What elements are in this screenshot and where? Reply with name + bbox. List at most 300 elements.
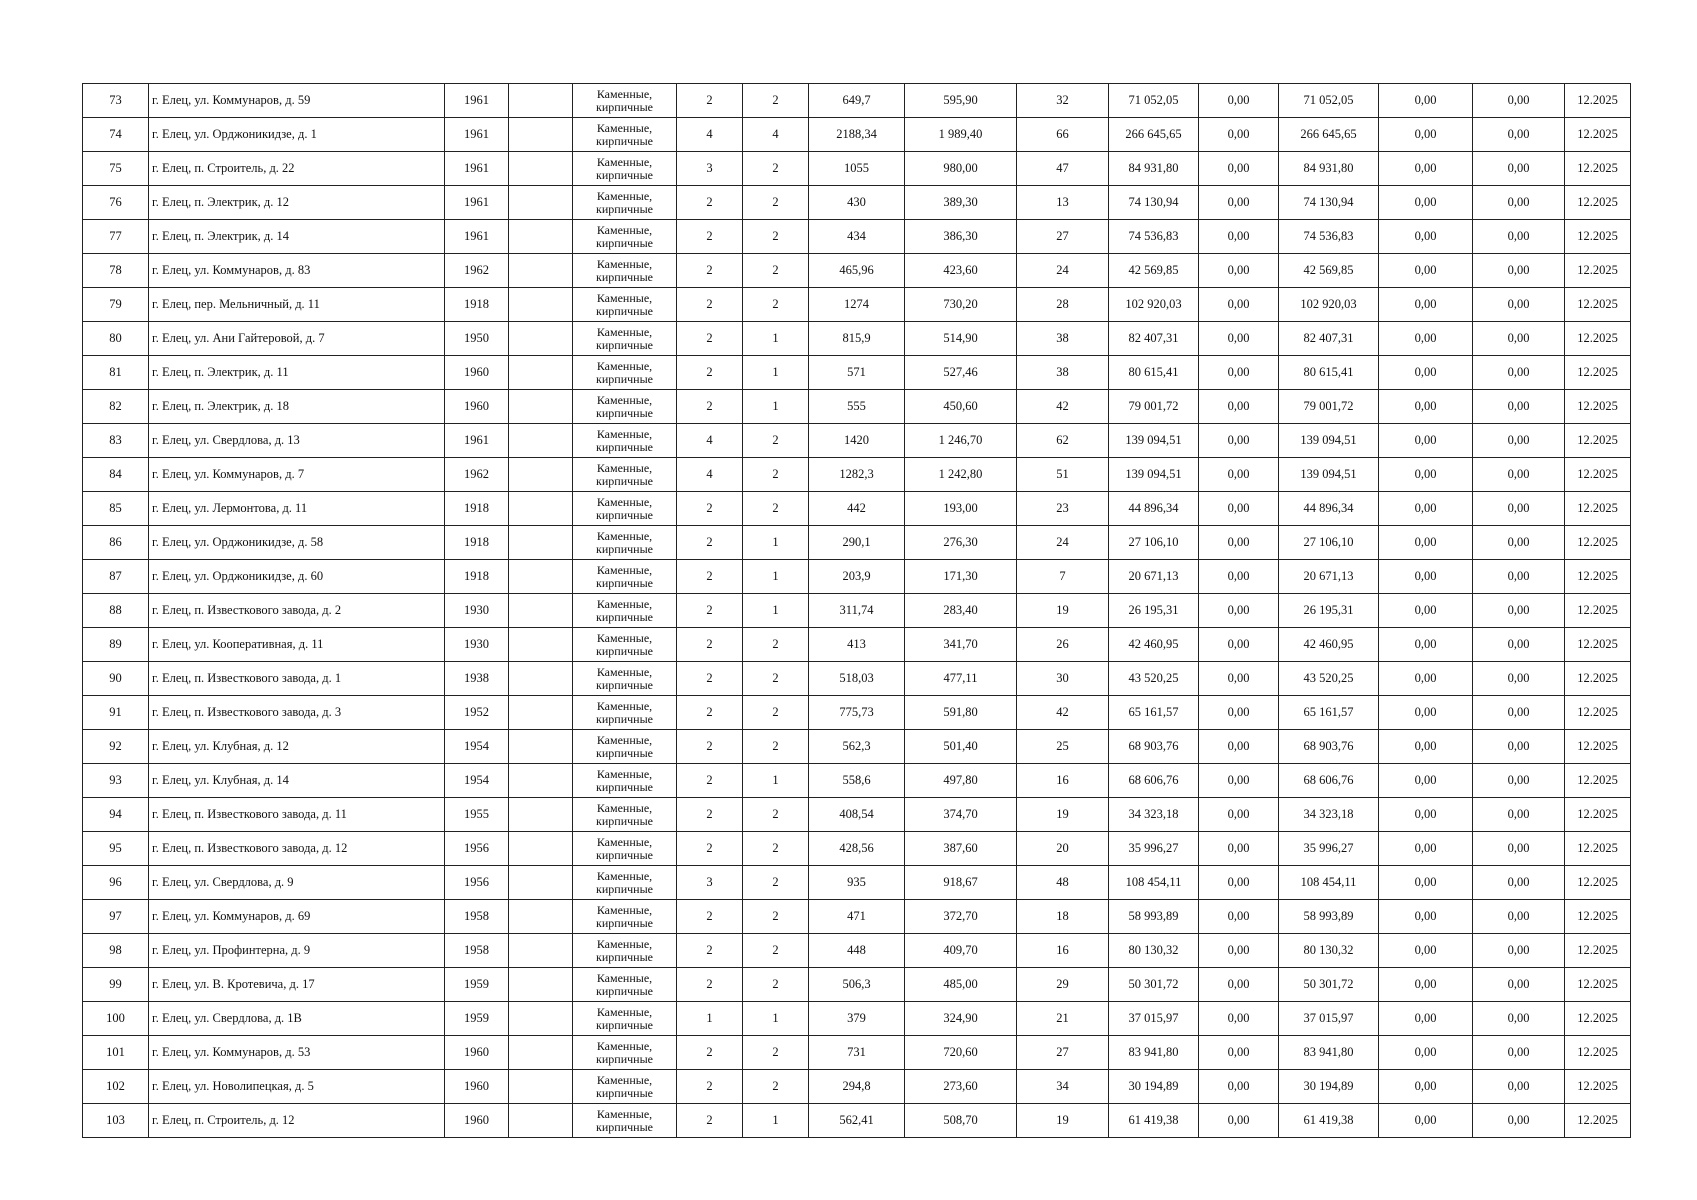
- cost-cell: 26 195,31: [1279, 594, 1379, 628]
- residents-cell: 20: [1017, 832, 1109, 866]
- row-number-cell: 94: [83, 798, 149, 832]
- wall-material-text: кирпичные: [596, 269, 653, 284]
- cost-cell: 0,00: [1199, 84, 1279, 118]
- residents-cell: 13: [1017, 186, 1109, 220]
- cost-cell: 27 106,10: [1279, 526, 1379, 560]
- deadline-cell: 12.2025: [1565, 458, 1631, 492]
- table-row: [83, 254, 1631, 288]
- wall-material-cell: [573, 84, 677, 118]
- deadline-cell: 12.2025: [1565, 220, 1631, 254]
- cost-cell: 0,00: [1199, 288, 1279, 322]
- year-built-cell: 1961: [445, 424, 509, 458]
- cost-cell: 0,00: [1473, 1104, 1565, 1138]
- wall-material-text: кирпичные: [596, 983, 653, 998]
- empty-cell: [509, 628, 573, 662]
- total-area-cell: 413: [809, 628, 905, 662]
- year-built-cell: 1954: [445, 730, 509, 764]
- deadline-cell: 12.2025: [1565, 84, 1631, 118]
- row-number-cell: 85: [83, 492, 149, 526]
- cost-cell: 44 896,34: [1279, 492, 1379, 526]
- cost-cell: 0,00: [1199, 730, 1279, 764]
- wall-material-text: Каменные,: [596, 460, 653, 475]
- wall-material-text: Каменные,: [596, 188, 653, 203]
- cost-cell: 0,00: [1379, 254, 1473, 288]
- residents-cell: 26: [1017, 628, 1109, 662]
- wall-material-text: кирпичные: [596, 371, 653, 386]
- cost-cell: 0,00: [1379, 424, 1473, 458]
- total-area-cell: 471: [809, 900, 905, 934]
- address-cell: г. Елец, ул. Новолипецкая, д. 5: [149, 1070, 445, 1104]
- table-row: [83, 832, 1631, 866]
- entrances-cell: 2: [743, 424, 809, 458]
- table-row: [83, 662, 1631, 696]
- total-cost-cell: 42 569,85: [1109, 254, 1199, 288]
- wall-material-text: кирпичные: [596, 99, 653, 114]
- living-area-cell: 171,30: [905, 560, 1017, 594]
- entrances-cell: 1: [743, 526, 809, 560]
- total-area-cell: 379: [809, 1002, 905, 1036]
- address-cell: г. Елец, п. Известкового завода, д. 3: [149, 696, 445, 730]
- address-cell: г. Елец, ул. Свердлова, д. 9: [149, 866, 445, 900]
- table-row: [83, 594, 1631, 628]
- year-built-cell: 1955: [445, 798, 509, 832]
- wall-material-text: кирпичные: [596, 813, 653, 828]
- year-built-cell: 1958: [445, 900, 509, 934]
- cost-cell: 0,00: [1473, 356, 1565, 390]
- living-area-cell: 980,00: [905, 152, 1017, 186]
- total-area-cell: 571: [809, 356, 905, 390]
- year-built-cell: 1962: [445, 458, 509, 492]
- wall-material-text: Каменные,: [596, 426, 653, 441]
- year-built-cell: 1961: [445, 152, 509, 186]
- cost-cell: 0,00: [1473, 696, 1565, 730]
- year-built-cell: 1918: [445, 560, 509, 594]
- empty-cell: [509, 1070, 573, 1104]
- cost-cell: 0,00: [1199, 968, 1279, 1002]
- row-number-cell: 93: [83, 764, 149, 798]
- cost-cell: 0,00: [1379, 934, 1473, 968]
- floors-cell: 4: [677, 424, 743, 458]
- row-number-cell: 89: [83, 628, 149, 662]
- cost-cell: 0,00: [1199, 560, 1279, 594]
- floors-cell: 2: [677, 968, 743, 1002]
- wall-material-cell: [573, 458, 677, 492]
- wall-material-cell: [573, 628, 677, 662]
- wall-material-text: Каменные,: [596, 494, 653, 509]
- deadline-cell: 12.2025: [1565, 356, 1631, 390]
- empty-cell: [509, 288, 573, 322]
- deadline-cell: 12.2025: [1565, 390, 1631, 424]
- cost-cell: 0,00: [1199, 118, 1279, 152]
- year-built-cell: 1961: [445, 220, 509, 254]
- living-area-cell: 527,46: [905, 356, 1017, 390]
- wall-material-text: кирпичные: [596, 1085, 653, 1100]
- wall-material-cell: [573, 1036, 677, 1070]
- floors-cell: 2: [677, 662, 743, 696]
- total-area-cell: 294,8: [809, 1070, 905, 1104]
- table-row: [83, 968, 1631, 1002]
- total-area-cell: 562,41: [809, 1104, 905, 1138]
- cost-cell: 0,00: [1379, 1002, 1473, 1036]
- wall-material-cell: [573, 900, 677, 934]
- empty-cell: [509, 186, 573, 220]
- residents-cell: 30: [1017, 662, 1109, 696]
- year-built-cell: 1961: [445, 84, 509, 118]
- total-area-cell: 311,74: [809, 594, 905, 628]
- year-built-cell: 1960: [445, 390, 509, 424]
- cost-cell: 0,00: [1379, 832, 1473, 866]
- floors-cell: 2: [677, 220, 743, 254]
- cost-cell: 61 419,38: [1279, 1104, 1379, 1138]
- wall-material-text: Каменные,: [596, 324, 653, 339]
- cost-cell: 0,00: [1199, 492, 1279, 526]
- residents-cell: 24: [1017, 526, 1109, 560]
- floors-cell: 2: [677, 628, 743, 662]
- cost-cell: 108 454,11: [1279, 866, 1379, 900]
- deadline-cell: 12.2025: [1565, 492, 1631, 526]
- address-cell: г. Елец, п. Электрик, д. 12: [149, 186, 445, 220]
- wall-material-cell: [573, 1070, 677, 1104]
- wall-material-cell: [573, 934, 677, 968]
- table-row: [83, 764, 1631, 798]
- row-number-cell: 102: [83, 1070, 149, 1104]
- floors-cell: 2: [677, 186, 743, 220]
- residents-cell: 47: [1017, 152, 1109, 186]
- wall-material-text: Каменные,: [596, 120, 653, 135]
- total-area-cell: 408,54: [809, 798, 905, 832]
- cost-cell: 0,00: [1473, 764, 1565, 798]
- cost-cell: 139 094,51: [1279, 424, 1379, 458]
- entrances-cell: 2: [743, 492, 809, 526]
- cost-cell: 0,00: [1379, 356, 1473, 390]
- deadline-cell: 12.2025: [1565, 254, 1631, 288]
- cost-cell: 0,00: [1473, 798, 1565, 832]
- wall-material-cell: [573, 220, 677, 254]
- wall-material-text: кирпичные: [596, 711, 653, 726]
- empty-cell: [509, 390, 573, 424]
- wall-material-cell: [573, 1002, 677, 1036]
- residents-cell: 16: [1017, 934, 1109, 968]
- cost-cell: 0,00: [1379, 1036, 1473, 1070]
- wall-material-cell: [573, 696, 677, 730]
- cost-cell: 0,00: [1473, 254, 1565, 288]
- floors-cell: 2: [677, 526, 743, 560]
- living-area-cell: 372,70: [905, 900, 1017, 934]
- table-row: [83, 152, 1631, 186]
- document-page: [82, 83, 1631, 1138]
- living-area-cell: 386,30: [905, 220, 1017, 254]
- row-number-cell: 97: [83, 900, 149, 934]
- total-cost-cell: 65 161,57: [1109, 696, 1199, 730]
- table-row: [83, 322, 1631, 356]
- deadline-cell: 12.2025: [1565, 288, 1631, 322]
- address-cell: г. Елец, ул. В. Кротевича, д. 17: [149, 968, 445, 1002]
- wall-material-text: кирпичные: [596, 541, 653, 556]
- address-cell: г. Елец, п. Известкового завода, д. 11: [149, 798, 445, 832]
- total-area-cell: 518,03: [809, 662, 905, 696]
- wall-material-text: Каменные,: [596, 86, 653, 101]
- cost-cell: 74 536,83: [1279, 220, 1379, 254]
- floors-cell: 2: [677, 322, 743, 356]
- cost-cell: 0,00: [1379, 288, 1473, 322]
- cost-cell: 82 407,31: [1279, 322, 1379, 356]
- total-area-cell: 1282,3: [809, 458, 905, 492]
- wall-material-text: Каменные,: [596, 290, 653, 305]
- address-cell: г. Елец, ул. Коммунаров, д. 59: [149, 84, 445, 118]
- cost-cell: 0,00: [1473, 288, 1565, 322]
- residents-cell: 38: [1017, 356, 1109, 390]
- total-cost-cell: 27 106,10: [1109, 526, 1199, 560]
- deadline-cell: 12.2025: [1565, 798, 1631, 832]
- empty-cell: [509, 152, 573, 186]
- cost-cell: 37 015,97: [1279, 1002, 1379, 1036]
- entrances-cell: 2: [743, 798, 809, 832]
- cost-cell: 0,00: [1473, 730, 1565, 764]
- cost-cell: 20 671,13: [1279, 560, 1379, 594]
- total-cost-cell: 79 001,72: [1109, 390, 1199, 424]
- wall-material-cell: [573, 866, 677, 900]
- entrances-cell: 2: [743, 696, 809, 730]
- total-area-cell: 430: [809, 186, 905, 220]
- cost-cell: 0,00: [1379, 526, 1473, 560]
- year-built-cell: 1960: [445, 1104, 509, 1138]
- entrances-cell: 1: [743, 594, 809, 628]
- residents-cell: 19: [1017, 1104, 1109, 1138]
- empty-cell: [509, 764, 573, 798]
- cost-cell: 0,00: [1473, 662, 1565, 696]
- year-built-cell: 1938: [445, 662, 509, 696]
- residents-cell: 42: [1017, 390, 1109, 424]
- year-built-cell: 1960: [445, 1070, 509, 1104]
- cost-cell: 0,00: [1473, 152, 1565, 186]
- cost-cell: 0,00: [1473, 186, 1565, 220]
- year-built-cell: 1960: [445, 1036, 509, 1070]
- total-cost-cell: 37 015,97: [1109, 1002, 1199, 1036]
- wall-material-text: Каменные,: [596, 1004, 653, 1019]
- wall-material-text: Каменные,: [596, 902, 653, 917]
- year-built-cell: 1961: [445, 118, 509, 152]
- wall-material-cell: [573, 152, 677, 186]
- total-area-cell: 1055: [809, 152, 905, 186]
- total-cost-cell: 35 996,27: [1109, 832, 1199, 866]
- total-area-cell: 1420: [809, 424, 905, 458]
- cost-cell: 0,00: [1473, 900, 1565, 934]
- total-area-cell: 558,6: [809, 764, 905, 798]
- residents-cell: 27: [1017, 1036, 1109, 1070]
- entrances-cell: 2: [743, 152, 809, 186]
- year-built-cell: 1958: [445, 934, 509, 968]
- total-area-cell: 815,9: [809, 322, 905, 356]
- deadline-cell: 12.2025: [1565, 1070, 1631, 1104]
- empty-cell: [509, 900, 573, 934]
- floors-cell: 2: [677, 1104, 743, 1138]
- total-area-cell: 465,96: [809, 254, 905, 288]
- cost-cell: 0,00: [1379, 798, 1473, 832]
- wall-material-cell: [573, 662, 677, 696]
- cost-cell: 0,00: [1199, 662, 1279, 696]
- table-row: [83, 1104, 1631, 1138]
- entrances-cell: 1: [743, 560, 809, 594]
- empty-cell: [509, 424, 573, 458]
- floors-cell: 2: [677, 798, 743, 832]
- total-area-cell: 428,56: [809, 832, 905, 866]
- living-area-cell: 389,30: [905, 186, 1017, 220]
- wall-material-text: Каменные,: [596, 834, 653, 849]
- entrances-cell: 1: [743, 356, 809, 390]
- address-cell: г. Елец, ул. Профинтерна, д. 9: [149, 934, 445, 968]
- address-cell: г. Елец, ул. Ани Гайтеровой, д. 7: [149, 322, 445, 356]
- total-cost-cell: 80 615,41: [1109, 356, 1199, 390]
- year-built-cell: 1961: [445, 186, 509, 220]
- empty-cell: [509, 1002, 573, 1036]
- entrances-cell: 2: [743, 832, 809, 866]
- table-row: [83, 900, 1631, 934]
- entrances-cell: 4: [743, 118, 809, 152]
- entrances-cell: 2: [743, 662, 809, 696]
- cost-cell: 0,00: [1199, 1104, 1279, 1138]
- wall-material-cell: [573, 968, 677, 1002]
- floors-cell: 2: [677, 594, 743, 628]
- cost-cell: 0,00: [1199, 764, 1279, 798]
- living-area-cell: 283,40: [905, 594, 1017, 628]
- cost-cell: 0,00: [1379, 866, 1473, 900]
- address-cell: г. Елец, ул. Клубная, д. 14: [149, 764, 445, 798]
- table-row: [83, 730, 1631, 764]
- wall-material-text: кирпичные: [596, 745, 653, 760]
- table-row: [83, 1070, 1631, 1104]
- row-number-cell: 99: [83, 968, 149, 1002]
- floors-cell: 3: [677, 866, 743, 900]
- living-area-cell: 501,40: [905, 730, 1017, 764]
- total-cost-cell: 34 323,18: [1109, 798, 1199, 832]
- wall-material-text: Каменные,: [596, 392, 653, 407]
- wall-material-text: кирпичные: [596, 915, 653, 930]
- living-area-cell: 591,80: [905, 696, 1017, 730]
- wall-material-text: кирпичные: [596, 1119, 653, 1134]
- year-built-cell: 1959: [445, 1002, 509, 1036]
- cost-cell: 42 569,85: [1279, 254, 1379, 288]
- address-cell: г. Елец, ул. Свердлова, д. 1В: [149, 1002, 445, 1036]
- row-number-cell: 88: [83, 594, 149, 628]
- floors-cell: 4: [677, 458, 743, 492]
- total-area-cell: 442: [809, 492, 905, 526]
- housing-table: [82, 83, 1631, 1138]
- wall-material-cell: [573, 764, 677, 798]
- residents-cell: 25: [1017, 730, 1109, 764]
- cost-cell: 0,00: [1379, 390, 1473, 424]
- year-built-cell: 1960: [445, 356, 509, 390]
- entrances-cell: 1: [743, 390, 809, 424]
- residents-cell: 62: [1017, 424, 1109, 458]
- deadline-cell: 12.2025: [1565, 696, 1631, 730]
- floors-cell: 2: [677, 288, 743, 322]
- table-row: [83, 1036, 1631, 1070]
- row-number-cell: 100: [83, 1002, 149, 1036]
- living-area-cell: 423,60: [905, 254, 1017, 288]
- year-built-cell: 1918: [445, 526, 509, 560]
- cost-cell: 0,00: [1473, 628, 1565, 662]
- cost-cell: 0,00: [1379, 118, 1473, 152]
- empty-cell: [509, 118, 573, 152]
- cost-cell: 0,00: [1473, 492, 1565, 526]
- total-area-cell: 555: [809, 390, 905, 424]
- empty-cell: [509, 934, 573, 968]
- empty-cell: [509, 254, 573, 288]
- residents-cell: 34: [1017, 1070, 1109, 1104]
- cost-cell: 0,00: [1379, 1104, 1473, 1138]
- residents-cell: 48: [1017, 866, 1109, 900]
- table-row: [83, 390, 1631, 424]
- floors-cell: 2: [677, 492, 743, 526]
- wall-material-text: Каменные,: [596, 154, 653, 169]
- residents-cell: 7: [1017, 560, 1109, 594]
- cost-cell: 0,00: [1199, 934, 1279, 968]
- wall-material-text: Каменные,: [596, 358, 653, 373]
- address-cell: г. Елец, п. Строитель, д. 22: [149, 152, 445, 186]
- table-row: [83, 560, 1631, 594]
- total-cost-cell: 68 903,76: [1109, 730, 1199, 764]
- living-area-cell: 273,60: [905, 1070, 1017, 1104]
- floors-cell: 2: [677, 934, 743, 968]
- residents-cell: 27: [1017, 220, 1109, 254]
- deadline-cell: 12.2025: [1565, 934, 1631, 968]
- cost-cell: 0,00: [1473, 84, 1565, 118]
- year-built-cell: 1930: [445, 594, 509, 628]
- cost-cell: 68 903,76: [1279, 730, 1379, 764]
- wall-material-cell: [573, 798, 677, 832]
- cost-cell: 0,00: [1379, 492, 1473, 526]
- empty-cell: [509, 798, 573, 832]
- deadline-cell: 12.2025: [1565, 118, 1631, 152]
- entrances-cell: 2: [743, 220, 809, 254]
- address-cell: г. Елец, ул. Лермонтова, д. 11: [149, 492, 445, 526]
- table-row: [83, 934, 1631, 968]
- living-area-cell: 595,90: [905, 84, 1017, 118]
- table-row: [83, 458, 1631, 492]
- empty-cell: [509, 84, 573, 118]
- cost-cell: 0,00: [1199, 390, 1279, 424]
- cost-cell: 0,00: [1473, 526, 1565, 560]
- cost-cell: 80 615,41: [1279, 356, 1379, 390]
- cost-cell: 0,00: [1473, 934, 1565, 968]
- entrances-cell: 2: [743, 288, 809, 322]
- deadline-cell: 12.2025: [1565, 322, 1631, 356]
- residents-cell: 38: [1017, 322, 1109, 356]
- cost-cell: 0,00: [1379, 968, 1473, 1002]
- wall-material-cell: [573, 186, 677, 220]
- row-number-cell: 81: [83, 356, 149, 390]
- wall-material-text: кирпичные: [596, 439, 653, 454]
- row-number-cell: 103: [83, 1104, 149, 1138]
- residents-cell: 29: [1017, 968, 1109, 1002]
- total-cost-cell: 20 671,13: [1109, 560, 1199, 594]
- total-area-cell: 649,7: [809, 84, 905, 118]
- wall-material-text: Каменные,: [596, 936, 653, 951]
- wall-material-text: кирпичные: [596, 337, 653, 352]
- wall-material-cell: [573, 424, 677, 458]
- residents-cell: 24: [1017, 254, 1109, 288]
- cost-cell: 0,00: [1473, 594, 1565, 628]
- cost-cell: 0,00: [1379, 764, 1473, 798]
- entrances-cell: 2: [743, 1070, 809, 1104]
- wall-material-cell: [573, 322, 677, 356]
- empty-cell: [509, 526, 573, 560]
- wall-material-text: Каменные,: [596, 800, 653, 815]
- year-built-cell: 1918: [445, 288, 509, 322]
- cost-cell: 0,00: [1473, 458, 1565, 492]
- address-cell: г. Елец, ул. Клубная, д. 12: [149, 730, 445, 764]
- cost-cell: 0,00: [1379, 730, 1473, 764]
